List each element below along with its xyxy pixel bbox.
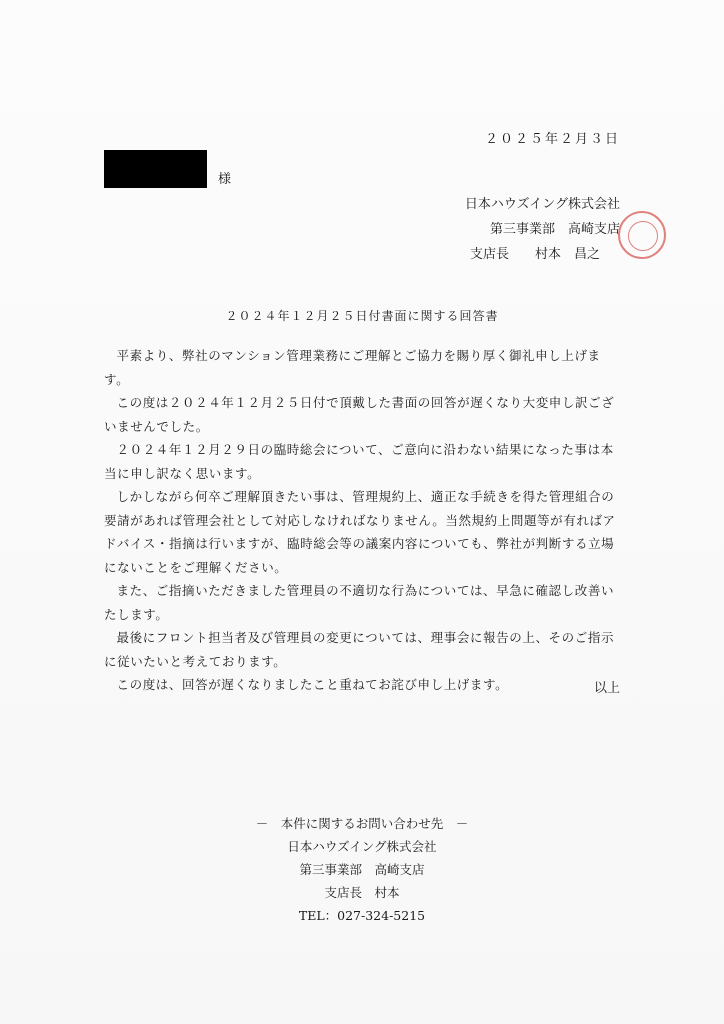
- letter-body: [104, 344, 616, 697]
- redacted-recipient-name: [104, 150, 207, 188]
- letter-subject: ２０２４年１２月２５日付書面に関する回答書: [225, 309, 499, 323]
- sender-manager: 支店長 村本 昌之: [469, 247, 600, 262]
- body-paragraph: この度は２０２４年１２月２５日付で頂戴した書面の回答が遅くなり大変申し訳ございませんでした。: [104, 395, 615, 434]
- sender-department: 第三事業部 高崎支店: [489, 222, 620, 237]
- contact-manager: 支店長 村本: [324, 885, 400, 900]
- contact-heading: － 本件に関するお問い合わせ先 －: [255, 816, 469, 831]
- letter-date: ２０２５年２月３日: [484, 132, 620, 147]
- body-paragraph: この度は、回答が遅くなりましたこと重ねてお詫び申し上げます。: [116, 677, 509, 692]
- body-paragraph: また、ご指摘いただきました管理員の不適切な行為については、早急に確認し改善いたします。: [104, 583, 615, 622]
- closing-mark: 以上: [593, 681, 620, 696]
- sender-company: 日本ハウズイング株式会社: [464, 197, 620, 212]
- company-seal-stamp: [618, 211, 666, 259]
- body-paragraph: ２０２４年１２月２９日の臨時総会について、ご意向に沿わない結果になった事は本当に申し訳なく思います。: [104, 442, 614, 481]
- recipient-honorific: 様: [218, 172, 232, 187]
- body-paragraph: 最後にフロント担当者及び管理員の変更については、理事会に報告の上、そのご指示に従いたいと考えております。: [104, 630, 615, 669]
- contact-phone: TEL：027-324-5215: [298, 908, 426, 923]
- contact-company: 日本ハウズイング株式会社: [287, 839, 437, 854]
- contact-block: [0, 812, 724, 927]
- body-paragraph: 平素より、弊社のマンション管理業務にご理解とご協力を賜り厚く御礼申し上げます。: [104, 348, 601, 387]
- body-paragraph: しかしながら何卒ご理解頂きたい事は、管理規約上、適正な手続きを得た管理組合の要請があれば管理会社として対応しなければなりません。当然規約上問題等が有ればアドバイス・指摘は行いますが、臨時総会等の議案内容についても、弊社が判断する立場にないことをご理解ください。: [104, 489, 616, 575]
- contact-department: 第三事業部 高崎支店: [299, 862, 425, 877]
